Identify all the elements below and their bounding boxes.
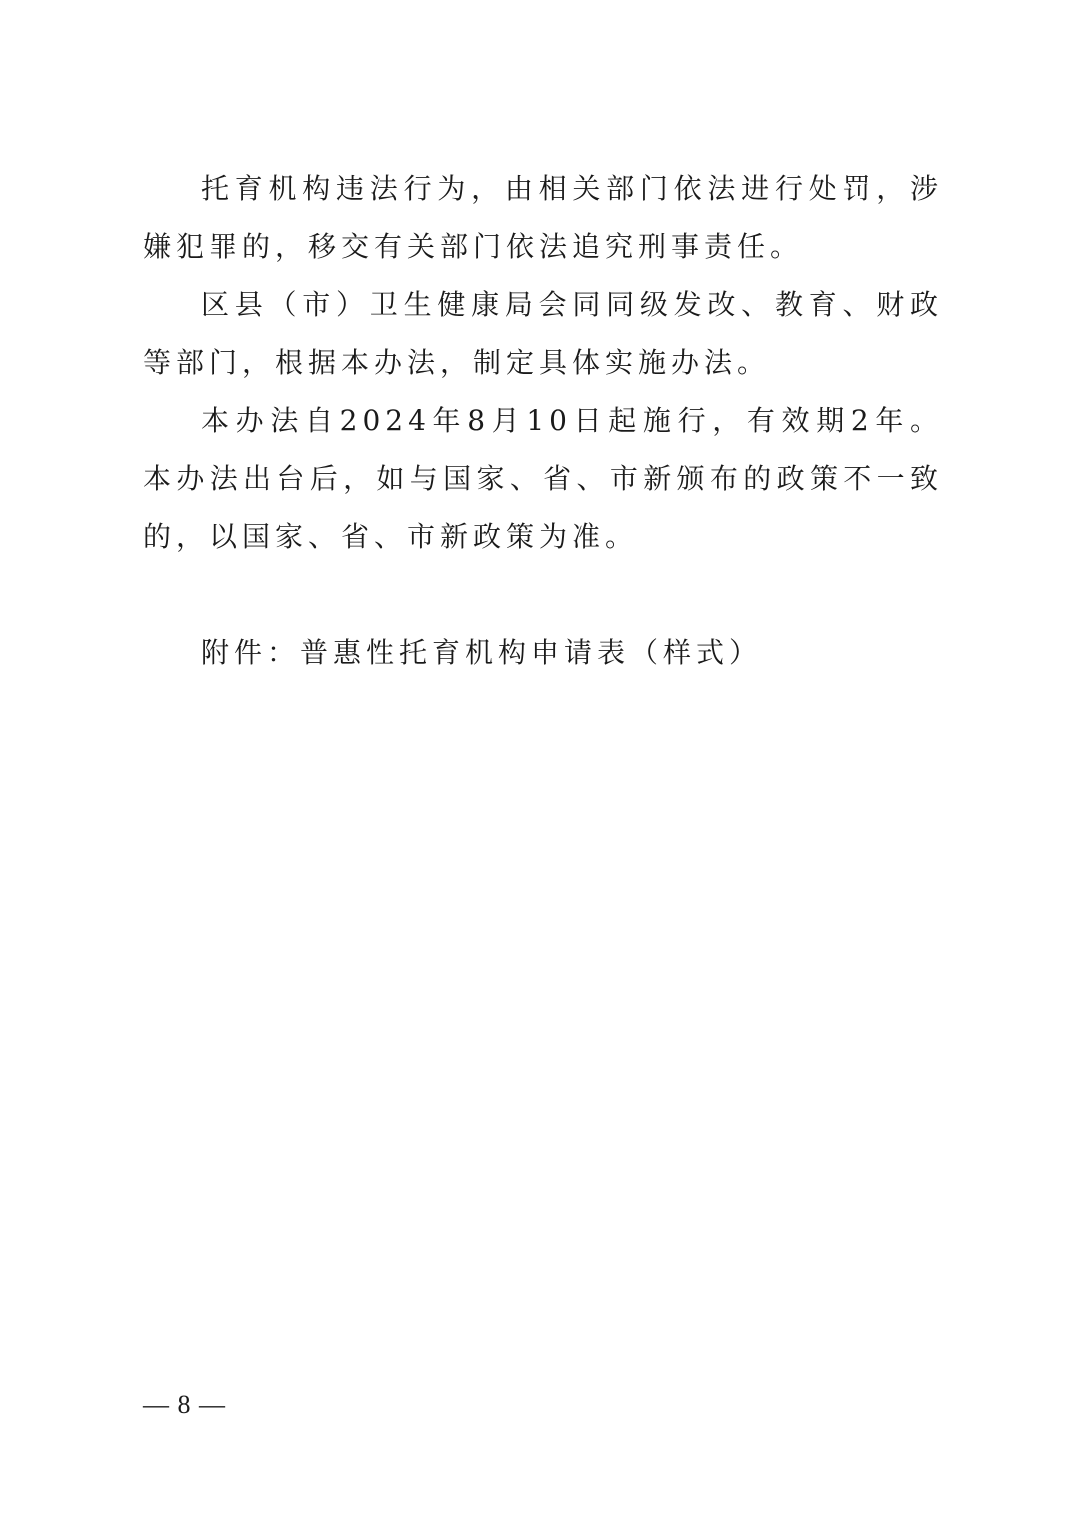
attachment-line: 附件：普惠性托育机构申请表（样式）	[201, 636, 763, 669]
paragraph-penalty: 托育机构违法行为，由相关部门依法进行处罚，涉嫌犯罪的，移交有关部门依法追究刑事责任。	[143, 172, 943, 263]
document-body	[143, 160, 943, 682]
paragraph-implementation: 区县（市）卫生健康局会同同级发改、教育、财政等部门，根据本办法，制定具体实施办法。	[143, 288, 943, 379]
paragraph-effective-date: 本办法自2024年8月10日起施行，有效期2年。本办法出台后，如与国家、省、市新颁布的政策不一致的，以国家、省、市新政策为准。	[143, 404, 943, 553]
page-number: — 8 —	[143, 1390, 226, 1419]
